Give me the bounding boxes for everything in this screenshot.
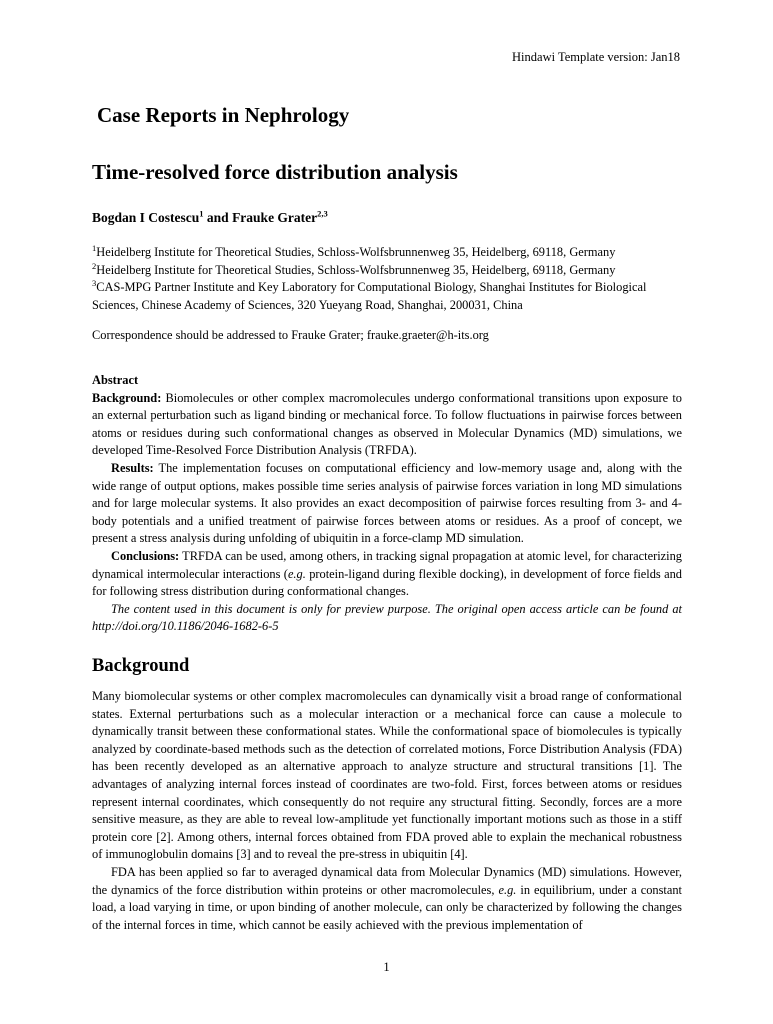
- body-paragraph-eg: e.g.: [498, 882, 517, 897]
- abstract-conclusions-eg: e.g.: [287, 566, 306, 581]
- affiliation-item: [92, 279, 692, 314]
- abstract-results-text: The implementation focuses on computational efficiency and low-memory usage and, along with the wide range of output options, makes possible time series analysis of pairwise forces variation in long MD simulations and for large molecular systems. It also provides an exact decomposition of pairwise forces resulting from 3- and 4-body potentials and a unified treatment of pairwise forces between atoms or residues. As a proof of concept, we present a stress analysis during unfolding of ubiquitin in a force-clamp MD simulation.: [92, 460, 682, 546]
- author-affiliation-mark: 2,3: [317, 208, 328, 219]
- body-paragraph: [92, 864, 682, 934]
- author-list: [92, 210, 328, 226]
- author-affiliation-mark: 1: [199, 208, 204, 219]
- body-paragraph: Many biomolecular systems or other complex macromolecules can dynamically visit a broad range of conformational states. External perturbations such as a molecular interaction or a mechanical force can cause a molecule to dynamically transit between these conformational states. While the conformational space of biomolecules is typically analyzed by coordinate-based methods such as the detection of correlated motions, Force Distribution Analysis (FDA) has been recently developed as an alternative approach to analyze structure and structural transitions [1]. The advantages of analyzing internal forces instead of coordinates are two-fold. First, forces between atoms or residues represent internal coordinates, which consequently do not require any structural fitting. Secondly, forces are a more sensitive measure, as they are able to reveal low-amplitude yet functionally important motions such as those in a stiff protein core [2]. Among others, internal forces obtained from FDA proved able to explain the mechanical robustness of immunoglobulin domains [3] and to reveal the pre-stress in ubiquitin [4].: [92, 689, 682, 862]
- abstract-conclusions-text: TRFDA can be used, among others, in tracking signal propagation at atomic level, for characterizing dynamical intermolecular interactions (: [92, 548, 682, 581]
- abstract-conclusions-text-cont: protein-ligand during flexible docking), in development of force fields and for following stress distribution during conformational changes.: [92, 566, 682, 599]
- author-name: Frauke Grater: [232, 210, 318, 225]
- journal-name: Case Reports in Nephrology: [97, 103, 350, 127]
- abstract-conclusions: [92, 548, 682, 601]
- affiliation-mark: 2: [92, 260, 97, 271]
- abstract-background-text: Biomolecules or other complex macromolecules undergo conformational transitions upon exposure to an external perturbation such as ligand binding or mechanical force. To follow fluctuations in pairwise forces between atoms or residues during such conformational changes as observed in Molecular Dynamics (MD) simulations, we developed Time-Resolved Force Distribution Analysis (TRFDA).: [92, 390, 682, 458]
- affiliation-text: Heidelberg Institute for Theoretical Studies, Schloss-Wolfsbrunnenweg 35, Heidelberg, 69118, Germany: [96, 245, 616, 259]
- affiliations: [92, 244, 692, 314]
- affiliation-item: [92, 262, 692, 280]
- template-version-header: Hindawi Template version: Jan18: [512, 50, 680, 64]
- section-heading-background: Background: [92, 656, 190, 676]
- author-name: Bogdan I Costescu: [92, 210, 200, 225]
- abstract-heading: Abstract: [92, 373, 139, 387]
- article-title: Time-resolved force distribution analysis: [92, 160, 458, 184]
- author-conjunction: and: [203, 210, 233, 225]
- body-paragraph-text: FDA has been applied so far to averaged dynamical data from Molecular Dynamics (MD) simulations. However, the dynamics of the force distribution within proteins or other macromolecules,: [92, 864, 682, 897]
- preview-note: The content used in this document is only for preview purpose. The original open access article can be found at http://doi.org/10.1186/2046-1682-6-5: [92, 601, 682, 634]
- body-paragraph-text-cont: in equilibrium, under a constant load, a load varying in time, or upon binding of another molecule, can only be characterized by following the changes of the internal forces in time, which cannot be easily achieved with the previous implementation of: [92, 882, 682, 932]
- background-body: [92, 688, 682, 934]
- affiliation-text: CAS-MPG Partner Institute and Key Laboratory for Computational Biology, Shanghai Institutes for Biological Sciences, Chinese Academy of Sciences, 320 Yueyang Road, Shanghai, 200031, China: [92, 280, 647, 312]
- abstract-results: [92, 460, 682, 548]
- abstract: [92, 372, 682, 636]
- abstract-background: [92, 390, 682, 460]
- affiliation-mark: 1: [92, 242, 97, 253]
- abstract-results-label: Results:: [111, 460, 154, 475]
- affiliation-text: Heidelberg Institute for Theoretical Studies, Schloss-Wolfsbrunnenweg 35, Heidelberg, 69118, Germany: [96, 262, 616, 277]
- correspondence-note: Correspondence should be addressed to Frauke Grater; frauke.graeter@h-its.org: [92, 328, 489, 342]
- affiliation-mark: 3: [92, 277, 97, 288]
- abstract-conclusions-label: Conclusions:: [111, 548, 180, 563]
- affiliation-item: [92, 244, 692, 262]
- abstract-background-label: Background:: [92, 390, 162, 405]
- page-number: 1: [383, 960, 390, 974]
